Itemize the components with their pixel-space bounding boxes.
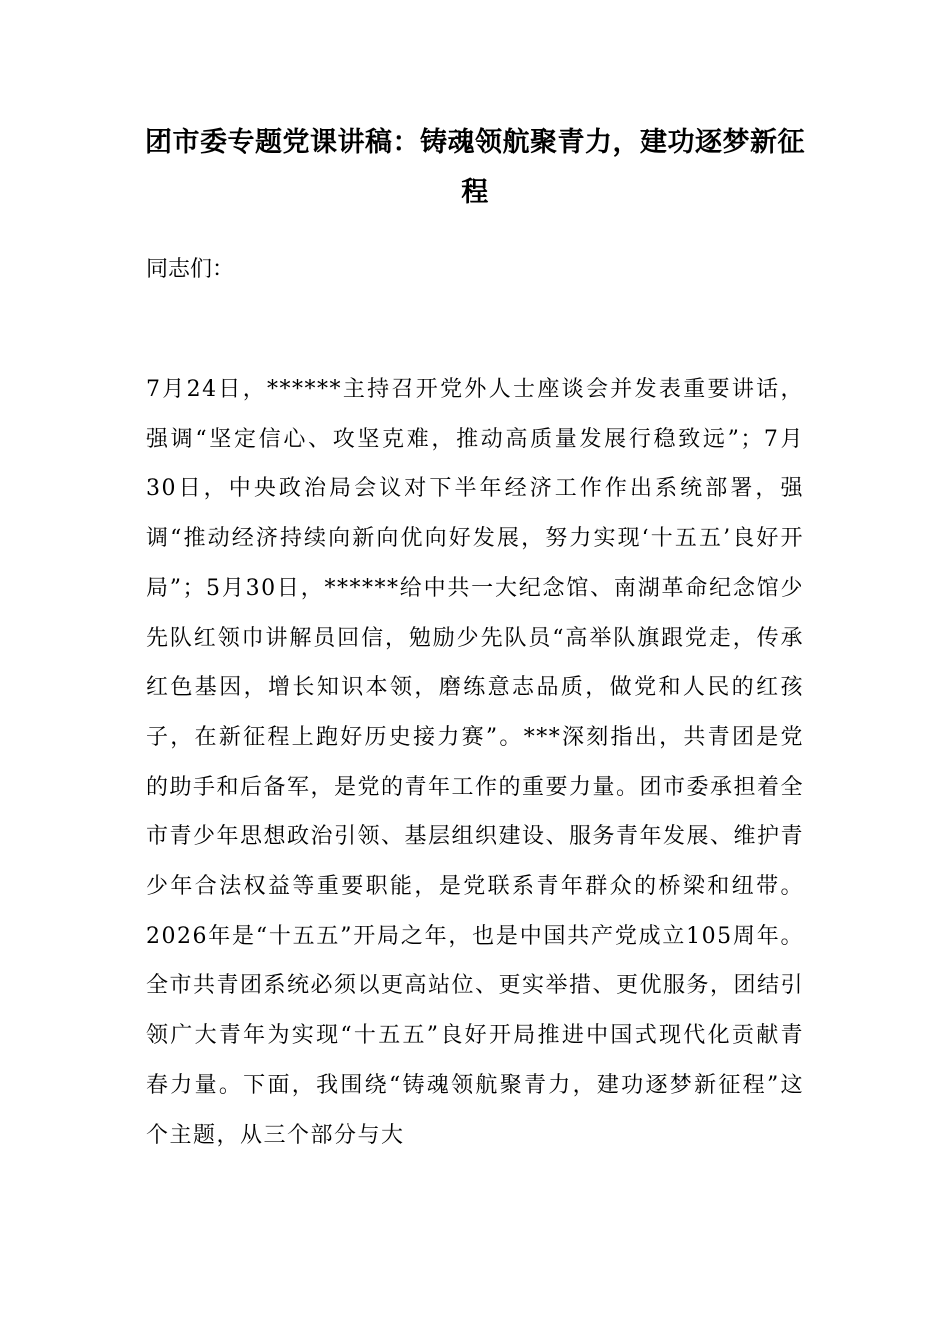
body-paragraph: 7月24日，******主持召开党外人士座谈会并发表重要讲话，强调“坚定信心、攻坚克难，推动高质量发展行稳致远”；7月30日，中央政治局会议对下半年经济工作作出系统部署，强调“推动经济持续向新向优向好发展，努力实现‘十五五’良好开局”；5月30日，******给中共一大纪念馆、南湖革命纪念馆少先队红领巾讲解员回信，勉励少先队员“高举队旗跟党走，传承红色基因，增长知识本领，磨练意志品质，做党和人民的红孩子，在新征程上跑好历史接力赛”。***深刻指出，共青团是党的助手和后备军，是党的青年工作的重要力量。团市委承担着全市青少年思想政治引领、基层组织建设、服务青年发展、维护青少年合法权益等重要职能，是党联系青年群众的桥梁和纽带。2026年是“十五五”开局之年，也是中国共产党成立105周年。全市共青团系统必须以更高站位、更实举措、更优服务，团结引领广大青年为实现“十五五”良好开局推进中国式现代化贡献青春力量。下面，我围绕“铸魂领航聚青力，建功逐梦新征程”这个主题，从三个部分与大 xyxy=(146,377,805,1148)
salutation: 同志们： xyxy=(146,257,235,282)
document-title: 团市委专题党课讲稿：铸魂领航聚青力，建功逐梦新征程 xyxy=(145,127,805,208)
